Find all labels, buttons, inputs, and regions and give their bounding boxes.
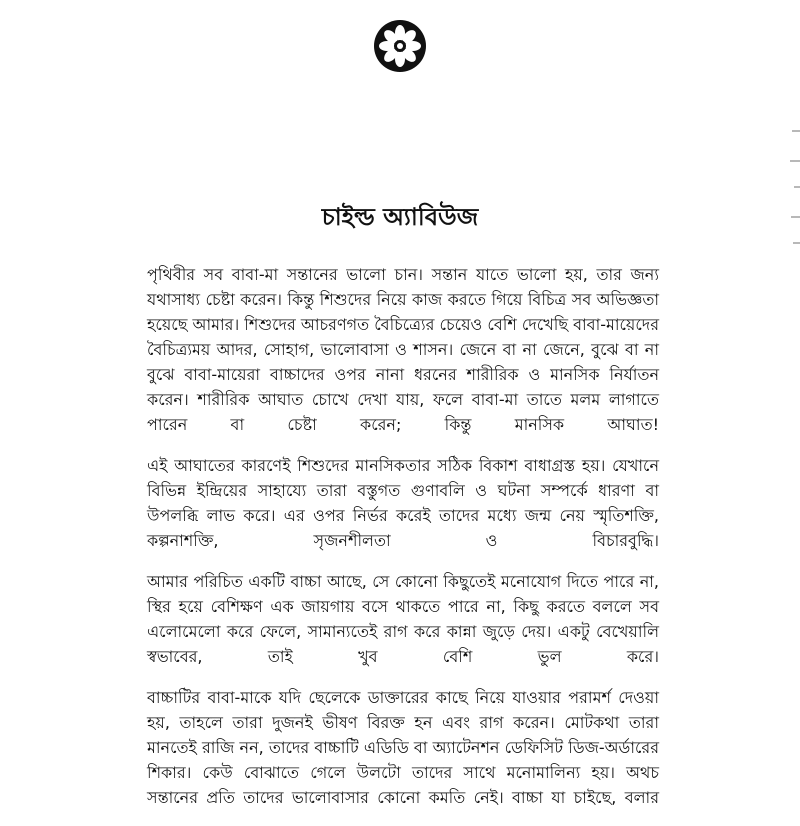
chapter-title: চাইল্ড অ্যাবিউজ [321, 203, 479, 231]
paragraph: এই আঘাতের কারণেই শিশুদের মানসিকতার সঠিক বিকাশ বাধাগ্রস্ত হয়। যেখানে বিভিন্ন ইন্দ্রিয়ের সাহায্যে তারা বস্তুগত গুণাবলি ও ঘটনা সম্পর্কে ধারণা বা উপলব্ধি লাভ করে। এর ওপর নির্ভর করেই তাদের মধ্যে জন্ম নেয় স্মৃতিশক্তি, কল্পনাশক্তি, সৃজনশীলতা ও বিচারবুদ্ধি। [147, 456, 659, 550]
paragraph: বাচ্চাটির বাবা-মাকে যদি ছেলেকে ডাক্তারের কাছে নিয়ে যাওয়ার পরামর্শ দেওয়া হয়, তাহলে তারা দুজনই ভীষণ বিরক্ত হন এবং রাগ করেন। মোটকথা তারা মানতেই রাজি নন, তাদের বাচ্চাটি এডিডি বা অ্যাটেনশন ডেফিসিট ডিজ-অর্ডারের শিকার। কেউ বোঝাতে গেলে উলটো তাদের সাথে মনোমালিন্য হয়। অথচ সন্তানের প্রতি তাদের ভালোবাসার কোনো কমতি নেই। বাচ্চা যা চাইছে, বলার [147, 688, 659, 807]
paragraph: আমার পরিচিত একটি বাচ্চা আছে, সে কোনো কিছুতেই মনোযোগ দিতে পারে না, স্থির হয়ে বেশিক্ষণ এক জায়গায় বসে থাকতে পারে না, কিছু করতে বললে সব এলোমেলো করে ফেলে, সামান্যতেই রাগ করে কান্না জুড়ে দেয়। একটু বেখেয়ালি স্বভাবের, তাই খুব বেশি ভুল করে। [147, 572, 659, 666]
bleed-through-marks [788, 120, 800, 260]
body-text [147, 262, 659, 826]
paragraph: পৃথিবীর সব বাবা-মা সন্তানের ভালো চান। সন্তান যাতে ভালো হয়, তার জন্য যথাসাধ্য চেষ্টা করেন। কিন্তু শিশুদের নিয়ে কাজ করতে গিয়ে বিচিত্র সব অভিজ্ঞতা হয়েছে আমার। শিশুদের আচরণগত বৈচিত্র্যের চেয়েও বেশি দেখেছি বাবা-মায়েদের বৈচিত্র্যময় আদর, সোহাগ, ভালোবাসা ও শাসন। জেনে বা না জেনে, বুঝে বা না বুঝে বাবা-মায়েরা বাচ্চাদের ওপর নানা ধরনের শারীরিক ও মানসিক নির্যাতন করেন। শারীরিক আঘাত চোখে দেখা যায়, ফলে বাবা-মা তাতে মলম লাগাতে পারেন বা চেষ্টা করেন; কিন্তু মানসিক আঘাত! [147, 265, 659, 434]
flower-ornament-icon [372, 18, 428, 74]
